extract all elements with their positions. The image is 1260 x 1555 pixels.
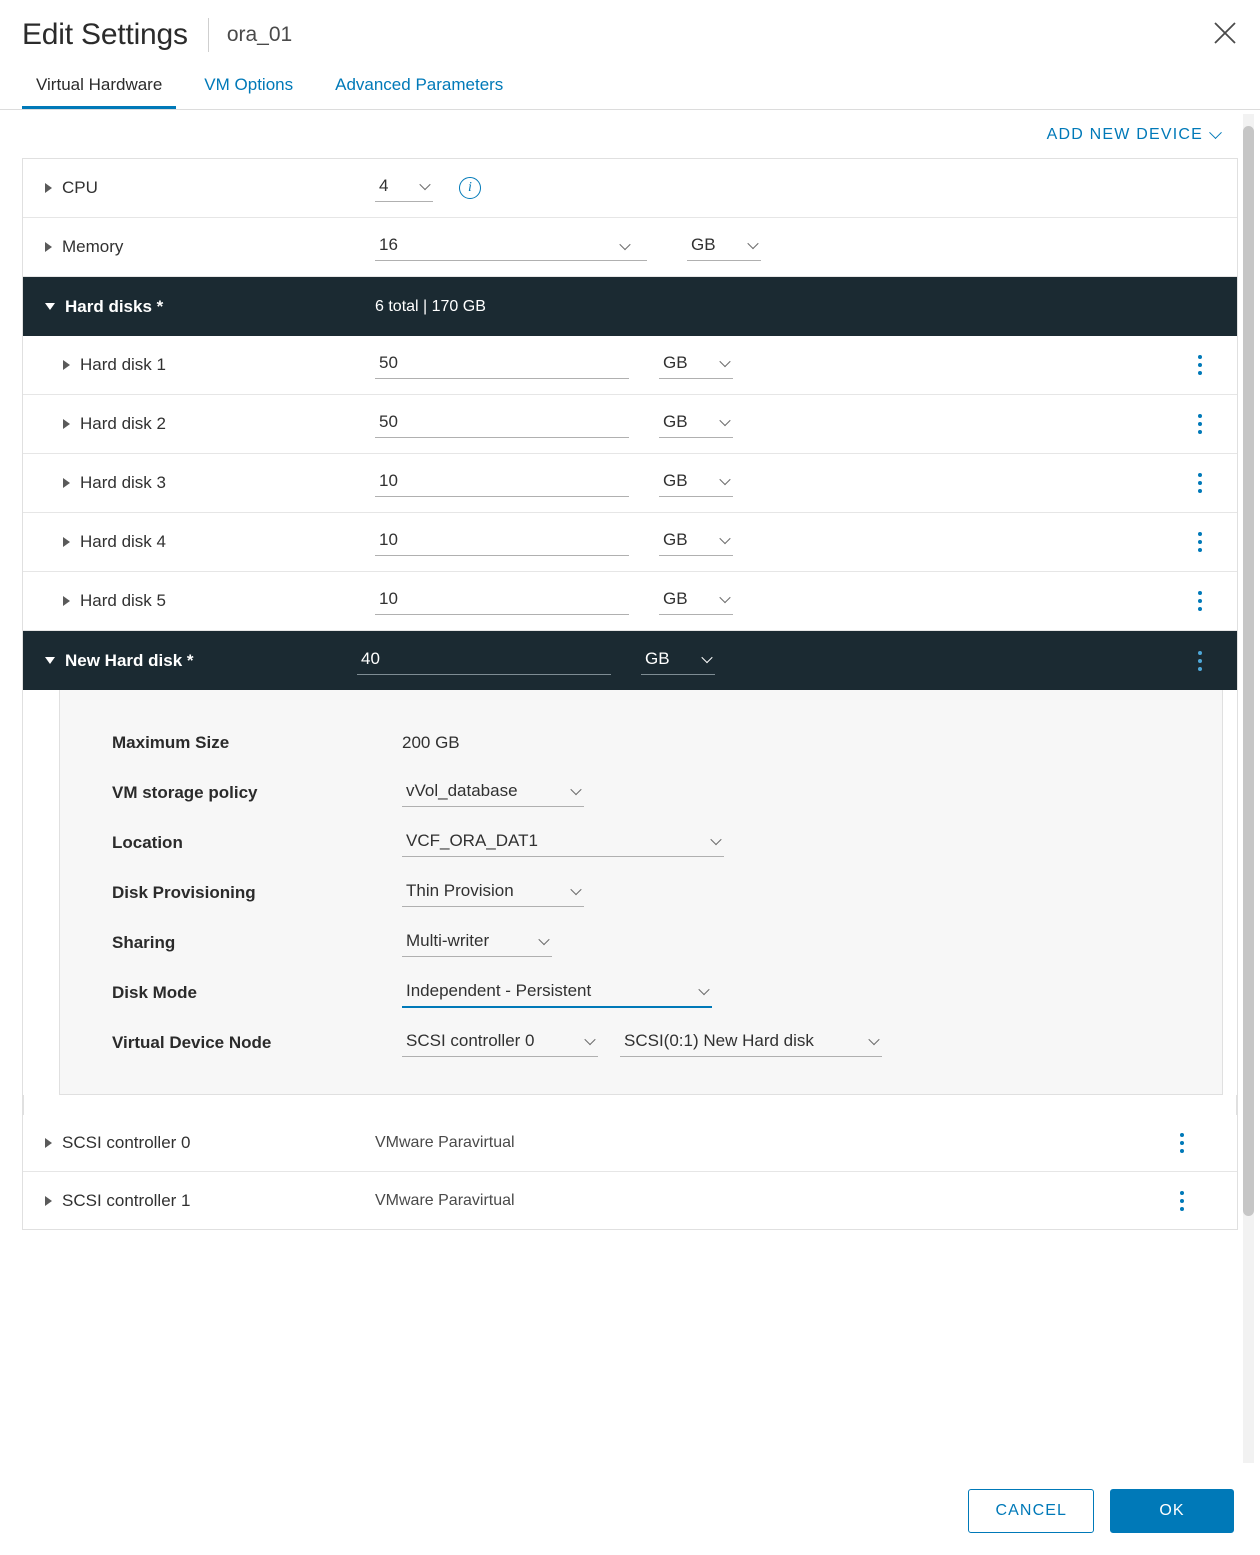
- cpu-label: CPU: [62, 178, 98, 197]
- virtual-device-node-controller-value: SCSI controller 0: [406, 1031, 535, 1050]
- dialog-body: [0, 110, 1260, 1467]
- maximum-size-value: 200 GB: [402, 733, 460, 752]
- chevron-right-icon[interactable]: [63, 360, 70, 370]
- hard-disk-2-size-input[interactable]: [375, 410, 629, 438]
- chevron-down-icon: [538, 934, 549, 945]
- hard-disk-5-unit-select[interactable]: [659, 587, 733, 615]
- hard-disk-2-unit-value: GB: [663, 412, 688, 431]
- dialog-footer: [0, 1467, 1260, 1555]
- hard-disk-5-size-input[interactable]: [375, 587, 629, 615]
- device-row-scsi-controller-1[interactable]: [23, 1172, 1237, 1229]
- hard-disk-2-label-group: [63, 414, 375, 434]
- disk-mode-select[interactable]: [402, 979, 712, 1008]
- detail-row-disk-provisioning: [60, 868, 1222, 918]
- device-row-hard-disk-3[interactable]: [23, 454, 1237, 513]
- detail-row-sharing: [60, 918, 1222, 968]
- chevron-down-icon: [868, 1034, 879, 1045]
- sharing-value: Multi-writer: [406, 931, 490, 950]
- scsi-controller-1-label: SCSI controller 1: [62, 1190, 191, 1210]
- vm-storage-policy-select[interactable]: [402, 779, 584, 807]
- detail-row-disk-mode: [60, 968, 1222, 1018]
- add-new-device-label: ADD NEW DEVICE: [1046, 126, 1203, 143]
- hard-disk-3-unit-value: GB: [663, 471, 688, 490]
- tab-vm-options[interactable]: VM Options: [204, 75, 294, 94]
- device-row-hard-disk-4[interactable]: [23, 513, 1237, 572]
- hard-disk-3-unit-select[interactable]: [659, 469, 733, 497]
- disk-provisioning-label: Disk Provisioning: [112, 883, 256, 902]
- disk-mode-value: Independent - Persistent: [406, 980, 592, 1000]
- chevron-down-icon: [584, 1034, 595, 1045]
- hard-disk-4-label: Hard disk 4: [80, 532, 166, 551]
- new-hard-disk-unit-select[interactable]: [641, 647, 715, 675]
- tab-advanced-parameters[interactable]: Advanced Parameters: [335, 75, 504, 94]
- hard-disk-5-unit-value: GB: [663, 589, 688, 608]
- hard-disks-summary: 6 total | 170 GB: [375, 297, 486, 315]
- chevron-right-icon[interactable]: [63, 537, 70, 547]
- scsi-controller-0-label: SCSI controller 0: [62, 1133, 191, 1152]
- hard-disk-1-menu-icon[interactable]: [1189, 352, 1211, 378]
- virtual-device-node-label: Virtual Device Node: [112, 1033, 272, 1052]
- scsi-controller-1-type: VMware Paravirtual: [375, 1191, 515, 1209]
- close-icon[interactable]: [1208, 16, 1242, 50]
- chevron-down-icon: [570, 884, 581, 895]
- scsi-controller-1-menu-icon[interactable]: [1171, 1188, 1193, 1214]
- chevron-down-icon: [719, 592, 730, 603]
- vm-storage-policy-label: VM storage policy: [112, 783, 258, 802]
- cpu-label-group: [45, 178, 375, 198]
- cpu-count-value: 4: [379, 176, 389, 195]
- detail-row-virtual-device-node: [60, 1018, 1222, 1068]
- chevron-right-icon[interactable]: [45, 1138, 52, 1148]
- new-hard-disk-label-group: [45, 651, 357, 671]
- memory-label: Memory: [62, 237, 124, 256]
- scsi-controller-0-type: VMware Paravirtual: [375, 1134, 515, 1151]
- chevron-down-icon: [719, 356, 730, 367]
- chevron-down-icon[interactable]: [45, 657, 55, 664]
- hard-disk-5-label: Hard disk 5: [80, 591, 166, 610]
- chevron-right-icon[interactable]: [63, 478, 70, 488]
- new-hard-disk-size-input[interactable]: [357, 647, 611, 675]
- device-row-scsi-controller-0[interactable]: [23, 1115, 1237, 1172]
- hard-disk-2-menu-icon[interactable]: [1189, 411, 1211, 437]
- scsi-controller-1-label-group: [45, 1191, 375, 1211]
- hard-disk-4-menu-icon[interactable]: [1189, 529, 1211, 555]
- tab-bar: [0, 66, 1260, 110]
- location-value: VCF_ORA_DAT1: [406, 831, 538, 850]
- hard-disk-5-label-group: [63, 591, 375, 611]
- scsi-controller-0-label-group: [45, 1133, 375, 1153]
- hard-disk-4-label-group: [63, 532, 375, 552]
- cancel-button[interactable]: CANCEL: [968, 1489, 1094, 1533]
- device-row-hard-disk-1[interactable]: [23, 336, 1237, 395]
- location-label: Location: [112, 833, 183, 852]
- chevron-right-icon[interactable]: [45, 183, 52, 193]
- memory-unit-value: GB: [691, 235, 716, 254]
- info-icon[interactable]: i: [459, 177, 481, 199]
- chevron-down-icon: [1209, 126, 1222, 139]
- virtual-device-node-unit-value: SCSI(0:1) New Hard disk: [624, 1031, 814, 1050]
- title-divider: [208, 18, 209, 52]
- chevron-down-icon: [701, 651, 712, 662]
- memory-unit-select[interactable]: [687, 233, 761, 261]
- detail-row-maximum-size: [60, 718, 1222, 768]
- new-hard-disk-details: [59, 690, 1223, 1095]
- device-list: [22, 158, 1238, 1115]
- device-row-hard-disk-5[interactable]: [23, 572, 1237, 631]
- chevron-down-icon: [719, 533, 730, 544]
- chevron-down-icon: [619, 238, 630, 249]
- hard-disks-label: Hard disks *: [65, 296, 164, 316]
- new-hard-disk-menu-icon[interactable]: [1189, 648, 1211, 674]
- scrollbar-thumb[interactable]: [1243, 126, 1254, 1216]
- hard-disk-4-size-input[interactable]: [375, 528, 629, 556]
- location-select[interactable]: [402, 829, 724, 857]
- scsi-controller-0-menu-icon[interactable]: [1171, 1130, 1193, 1156]
- chevron-right-icon[interactable]: [45, 242, 52, 252]
- hard-disk-3-menu-icon[interactable]: [1189, 470, 1211, 496]
- sharing-label: Sharing: [112, 933, 176, 952]
- chevron-down-icon[interactable]: [45, 303, 55, 310]
- device-row-memory[interactable]: [23, 218, 1237, 277]
- chevron-down-icon: [710, 834, 721, 845]
- hard-disk-2-label: Hard disk 2: [80, 414, 166, 433]
- controller-list: [22, 1115, 1238, 1230]
- disk-mode-label: Disk Mode: [112, 983, 198, 1002]
- hard-disk-3-size-input[interactable]: [375, 469, 629, 497]
- add-new-device-button[interactable]: [1047, 126, 1220, 144]
- chevron-right-icon[interactable]: [63, 596, 70, 606]
- hard-disks-label-group: [45, 297, 375, 317]
- hard-disk-3-label-group: [63, 473, 375, 493]
- vm-storage-policy-value: vVol_database: [406, 781, 518, 800]
- hard-disk-1-size-input[interactable]: [375, 351, 629, 379]
- chevron-down-icon: [719, 474, 730, 485]
- chevron-right-icon[interactable]: [63, 419, 70, 429]
- dialog-header: [0, 0, 1260, 66]
- add-device-row: [22, 110, 1238, 158]
- detail-row-storage-policy: [60, 768, 1222, 818]
- sharing-select[interactable]: [402, 929, 552, 957]
- maximum-size-label: Maximum Size: [112, 733, 230, 752]
- device-row-new-hard-disk[interactable]: [23, 631, 1237, 690]
- vm-name: ora_01: [226, 23, 293, 46]
- memory-input[interactable]: [375, 233, 647, 261]
- hard-disk-1-unit-select[interactable]: [659, 351, 733, 379]
- hard-disk-1-unit-value: GB: [663, 353, 688, 372]
- cpu-count-select[interactable]: [375, 174, 433, 202]
- disk-provisioning-value: Thin Provision: [406, 881, 514, 900]
- memory-label-group: [45, 237, 375, 257]
- hard-disk-1-label: Hard disk 1: [80, 355, 166, 374]
- disk-provisioning-select[interactable]: [402, 879, 584, 907]
- hard-disk-5-menu-icon[interactable]: [1189, 588, 1211, 614]
- hard-disk-2-unit-select[interactable]: [659, 410, 733, 438]
- settings-scroll-area: [0, 110, 1260, 1467]
- detail-row-location: [60, 818, 1222, 868]
- panel-spacer: [23, 1095, 1237, 1115]
- new-hard-disk-label: New Hard disk *: [65, 650, 194, 670]
- device-row-cpu[interactable]: [23, 159, 1237, 218]
- virtual-device-node-controller-select[interactable]: [402, 1029, 598, 1057]
- chevron-down-icon: [419, 179, 430, 190]
- chevron-down-icon: [747, 238, 758, 249]
- page-title: Edit Settings: [22, 18, 188, 51]
- device-group-hard-disks[interactable]: [23, 277, 1237, 336]
- tab-virtual-hardware[interactable]: Virtual Hardware: [22, 75, 176, 109]
- memory-dropdown-toggle[interactable]: [617, 240, 633, 255]
- new-hard-disk-unit-value: GB: [645, 648, 670, 668]
- chevron-down-icon: [719, 415, 730, 426]
- chevron-down-icon: [570, 784, 581, 795]
- virtual-device-node-unit-select[interactable]: [620, 1029, 882, 1057]
- chevron-down-icon: [698, 983, 709, 994]
- hard-disk-4-unit-select[interactable]: [659, 528, 733, 556]
- hard-disk-4-unit-value: GB: [663, 530, 688, 549]
- chevron-right-icon[interactable]: [45, 1196, 52, 1206]
- ok-button[interactable]: OK: [1110, 1489, 1234, 1533]
- hard-disk-1-label-group: [63, 355, 375, 375]
- device-row-hard-disk-2[interactable]: [23, 395, 1237, 454]
- hard-disk-3-label: Hard disk 3: [80, 473, 166, 492]
